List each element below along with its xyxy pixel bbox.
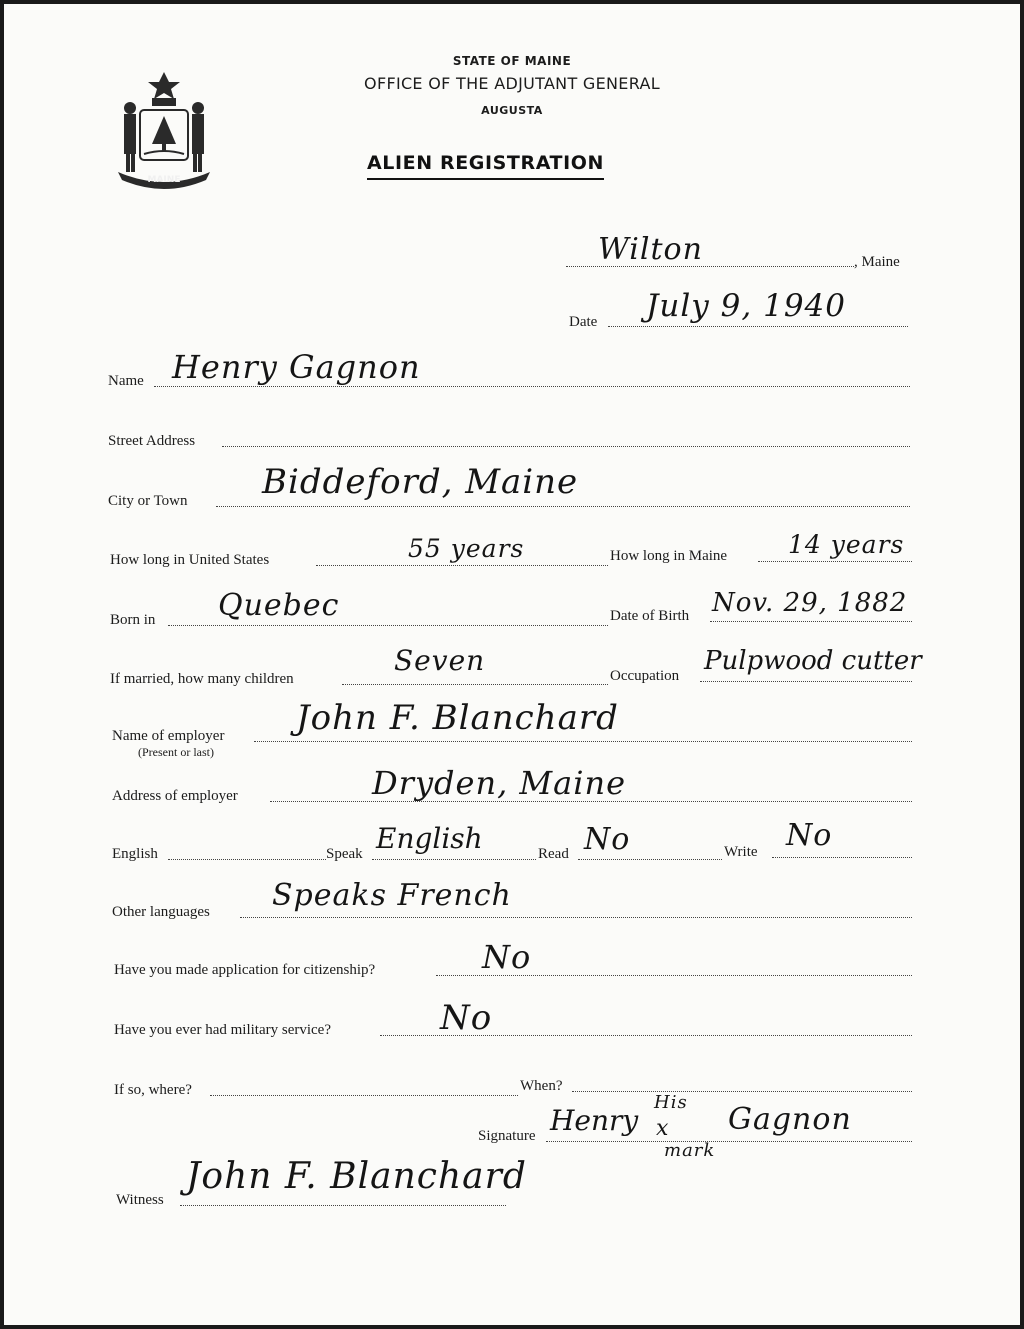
state-heading: STATE OF MAINE	[452, 54, 572, 68]
town-value[interactable]: Wilton	[598, 232, 703, 267]
name-value[interactable]: Henry Gagnon	[172, 348, 421, 386]
dob-label: Date of Birth	[610, 608, 690, 624]
english-line	[168, 859, 326, 860]
english-label: English	[112, 846, 158, 862]
write-label: Write	[724, 844, 758, 860]
born-in-value[interactable]: Quebec	[218, 588, 340, 623]
write-value[interactable]: No	[786, 818, 833, 853]
signature-label: Signature	[478, 1128, 536, 1144]
citizenship-label: Have you made application for citizenship?	[114, 962, 376, 978]
children-label: If married, how many children	[110, 671, 294, 687]
city-line	[216, 506, 910, 507]
how-long-maine-label: How long in Maine	[610, 548, 728, 564]
read-value[interactable]: No	[584, 822, 631, 857]
speak-label: Speak	[326, 846, 363, 862]
form-title: ALIEN REGISTRATION	[367, 152, 604, 180]
date-line	[608, 326, 908, 327]
read-line	[578, 859, 722, 860]
city-heading: AUGUSTA	[481, 104, 543, 117]
other-languages-label: Other languages	[112, 904, 210, 920]
seal-text: MAINE	[147, 175, 181, 185]
signature-line	[546, 1141, 912, 1142]
employer-value[interactable]: John F. Blanchard	[296, 698, 619, 738]
where-label: If so, where?	[114, 1082, 192, 1098]
when-label: When?	[520, 1078, 563, 1094]
military-value[interactable]: No	[440, 998, 493, 1038]
write-line	[772, 857, 912, 858]
registration-form	[4, 4, 1020, 1325]
signature-x-mark: x	[656, 1116, 670, 1141]
occupation-label: Occupation	[610, 668, 680, 684]
how-long-us-value[interactable]: 55 years	[408, 534, 525, 563]
where-line	[210, 1095, 518, 1096]
how-long-us-label: How long in United States	[110, 552, 270, 568]
employer-line	[254, 741, 912, 742]
military-label: Have you ever had military service?	[114, 1022, 331, 1038]
city-value[interactable]: Biddeford, Maine	[262, 462, 579, 502]
occupation-value[interactable]: Pulpwood cutter	[704, 646, 922, 676]
occupation-line	[700, 681, 912, 682]
witness-value[interactable]: John F. Blanchard	[186, 1156, 527, 1197]
witness-label: Witness	[116, 1192, 164, 1208]
born-in-line	[168, 625, 608, 626]
children-line	[342, 684, 608, 685]
city-label: City or Town	[108, 493, 188, 509]
name-label: Name	[108, 373, 144, 389]
how-long-maine-value[interactable]: 14 years	[788, 530, 905, 559]
signature-his: His	[654, 1092, 688, 1113]
speak-line	[372, 859, 536, 860]
how-long-us-line	[316, 565, 608, 566]
dob-value[interactable]: Nov. 29, 1882	[712, 588, 908, 618]
employer-sublabel: (Present or last)	[138, 745, 214, 759]
employer-address-label: Address of employer	[112, 788, 238, 804]
other-languages-value[interactable]: Speaks French	[272, 878, 512, 913]
born-in-label: Born in	[110, 612, 156, 628]
speak-value[interactable]: English	[376, 822, 483, 855]
read-label: Read	[538, 846, 569, 862]
signature-mark: mark	[664, 1140, 716, 1161]
maine-label: , Maine	[854, 254, 900, 270]
signature-last-name: Gagnon	[728, 1102, 852, 1137]
street-line	[222, 446, 910, 447]
employer-address-value[interactable]: Dryden, Maine	[372, 764, 627, 802]
citizenship-value[interactable]: No	[482, 938, 532, 976]
dob-line	[710, 621, 912, 622]
office-heading: OFFICE OF THE ADJUTANT GENERAL	[364, 74, 660, 93]
employer-label: Name of employer	[112, 728, 225, 744]
children-value[interactable]: Seven	[394, 644, 486, 677]
signature-first-name: Henry	[550, 1104, 639, 1137]
name-line	[154, 386, 910, 387]
date-value[interactable]: July 9, 1940	[646, 288, 846, 324]
other-languages-line	[240, 917, 912, 918]
witness-line	[180, 1205, 506, 1206]
street-label: Street Address	[108, 433, 196, 449]
when-line	[572, 1091, 912, 1092]
how-long-maine-line	[758, 561, 912, 562]
date-label: Date	[569, 314, 598, 330]
